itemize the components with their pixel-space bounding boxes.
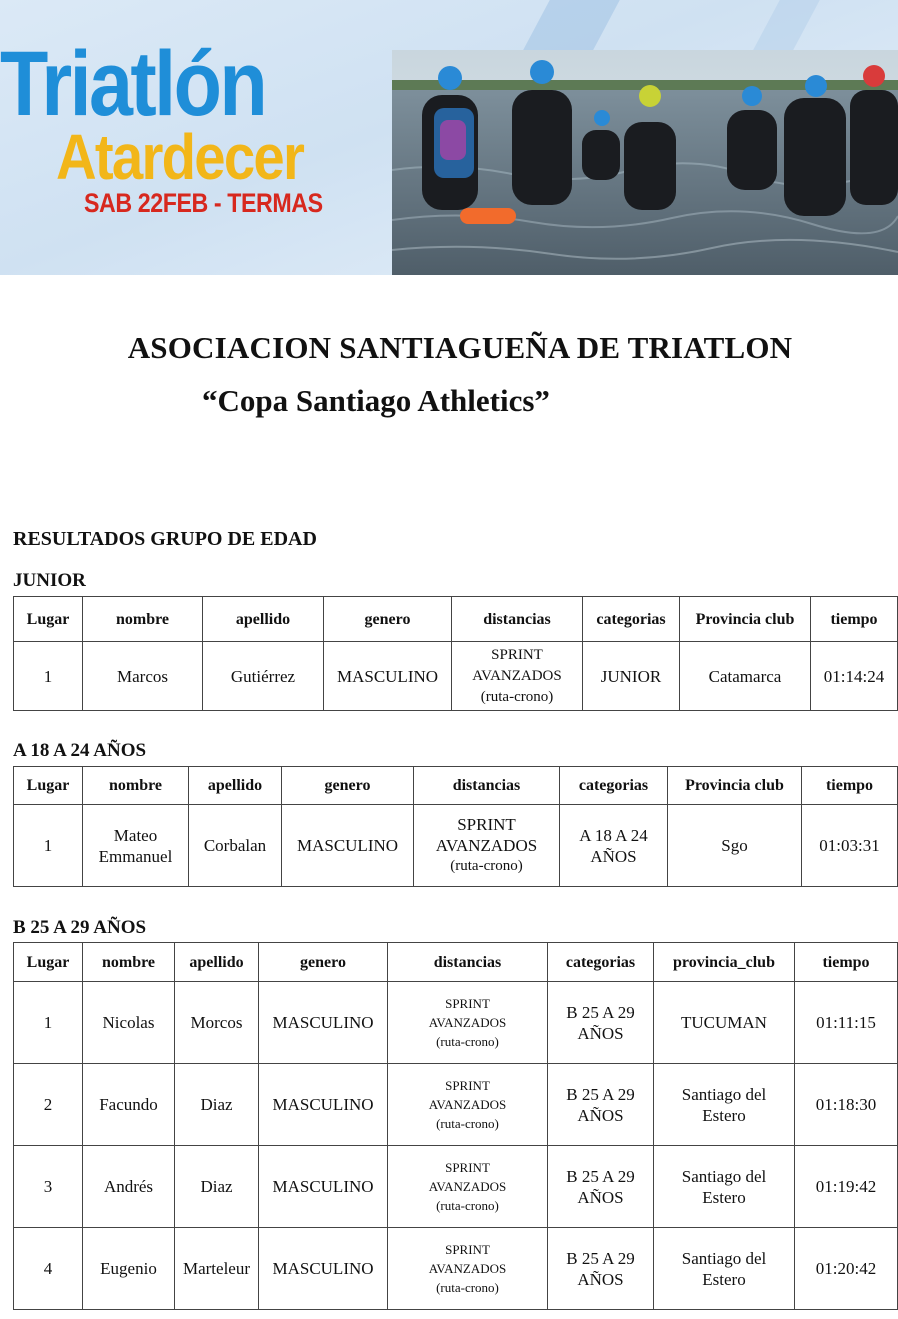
col-header-genero: genero: [259, 943, 388, 982]
col-header-nombre: nombre: [83, 597, 203, 642]
group-title-b: B 25 A 29 AÑOS: [13, 917, 147, 938]
dist-line: AVANZADOS: [428, 1015, 507, 1030]
col-header-provincia: Provincia club: [668, 767, 802, 805]
cell-provincia: [654, 1228, 795, 1310]
col-header-tiempo: tiempo: [795, 943, 898, 982]
results-table-junior: [13, 596, 898, 711]
col-header-nombre: nombre: [83, 943, 175, 982]
dist-line: AVANZADOS: [435, 836, 538, 855]
table-row: [14, 1228, 898, 1310]
cell-categoria: JUNIOR: [583, 642, 680, 711]
prov-line: Santiago del: [681, 1084, 767, 1104]
col-header-apellido: apellido: [175, 943, 259, 982]
cat-line: AÑOS: [590, 846, 637, 866]
cell-lugar: 3: [14, 1146, 83, 1228]
cell-categoria: [548, 1228, 654, 1310]
dist-line: SPRINT: [445, 996, 490, 1011]
name-line: Emmanuel: [98, 846, 173, 866]
cell-genero: MASCULINO: [259, 1228, 388, 1310]
cell-distancias: [414, 805, 560, 887]
cell-distancias: [388, 1228, 548, 1310]
col-header-tiempo: tiempo: [802, 767, 898, 805]
results-table-group-a: [13, 766, 898, 887]
dist-line: (ruta-crono): [436, 1280, 499, 1295]
col-header-categorias: categorias: [583, 597, 680, 642]
cell-nombre: Andrés: [83, 1146, 175, 1228]
cell-distancias: [452, 642, 583, 711]
cell-tiempo: 01:18:30: [795, 1064, 898, 1146]
dist-line: SPRINT: [457, 815, 516, 834]
dist-line: SPRINT: [491, 646, 543, 663]
dist-line: AVANZADOS: [428, 1097, 507, 1112]
dist-line: SPRINT: [445, 1242, 490, 1257]
cell-apellido: Gutiérrez: [203, 642, 324, 711]
cell-provincia: Sgo: [668, 805, 802, 887]
col-header-provincia: provincia_club: [654, 943, 795, 982]
cup-title: “Copa Santiago Athletics”: [202, 383, 550, 418]
cell-categoria: [548, 1146, 654, 1228]
cell-categoria: [548, 1064, 654, 1146]
cat-line: B 25 A 29: [566, 1248, 635, 1268]
dist-line: (ruta-crono): [436, 1034, 499, 1049]
cell-nombre: Marcos: [83, 642, 203, 711]
prov-line: TUCUMAN: [681, 1013, 767, 1032]
cell-genero: MASCULINO: [259, 1146, 388, 1228]
cat-line: AÑOS: [577, 1187, 624, 1207]
col-header-genero: genero: [324, 597, 452, 642]
table-row: [14, 1146, 898, 1228]
cell-distancias: [388, 1064, 548, 1146]
dist-line: SPRINT: [445, 1160, 490, 1175]
banner-date: SAB 22FEB - TERMAS: [84, 188, 323, 218]
cell-tiempo: 01:14:24: [811, 642, 898, 711]
results-heading: RESULTADOS GRUPO DE EDAD: [13, 528, 317, 550]
prov-line: Santiago del: [681, 1248, 767, 1268]
cat-line: B 25 A 29: [566, 1002, 635, 1022]
cat-line: B 25 A 29: [566, 1084, 635, 1104]
banner-title-triatlon: Triatlón: [0, 33, 266, 135]
dist-line: SPRINT: [445, 1078, 490, 1093]
cell-apellido: Diaz: [175, 1146, 259, 1228]
cell-distancias: [388, 1146, 548, 1228]
cat-line: AÑOS: [577, 1023, 624, 1043]
col-header-lugar: Lugar: [14, 943, 83, 982]
cell-categoria: [548, 982, 654, 1064]
cell-genero: MASCULINO: [324, 642, 452, 711]
dist-line: AVANZADOS: [428, 1179, 507, 1194]
prov-line: Santiago del: [681, 1166, 767, 1186]
dist-line: (ruta-crono): [450, 858, 523, 874]
cell-provincia: [654, 1146, 795, 1228]
banner-title-atardecer: Atardecer: [56, 121, 304, 193]
dist-line: (ruta-crono): [436, 1198, 499, 1213]
cell-apellido: Marteleur: [175, 1228, 259, 1310]
col-header-distancias: distancias: [414, 767, 560, 805]
col-header-tiempo: tiempo: [811, 597, 898, 642]
event-banner: [0, 0, 898, 275]
col-header-lugar: Lugar: [14, 597, 83, 642]
cat-line: B 25 A 29: [566, 1166, 635, 1186]
cell-nombre: Eugenio: [83, 1228, 175, 1310]
prov-line: Estero: [702, 1187, 746, 1207]
cell-tiempo: 01:03:31: [802, 805, 898, 887]
cell-categoria: [560, 805, 668, 887]
table-row: [14, 642, 898, 711]
group-title-junior: JUNIOR: [13, 570, 86, 591]
col-header-provincia: Provincia club: [680, 597, 811, 642]
cell-nombre: Facundo: [83, 1064, 175, 1146]
dist-line: (ruta-crono): [480, 688, 554, 705]
cell-lugar: 1: [14, 805, 83, 887]
cell-provincia: [654, 982, 795, 1064]
association-title: ASOCIACION SANTIAGUEÑA DE TRIATLON: [127, 330, 793, 365]
results-table-group-b: [13, 942, 898, 1310]
cell-nombre: Nicolas: [83, 982, 175, 1064]
swimmers-photo: [392, 50, 898, 275]
col-header-categorias: categorias: [548, 943, 654, 982]
cell-tiempo: 01:19:42: [795, 1146, 898, 1228]
table-header-row: [14, 767, 898, 805]
cell-genero: MASCULINO: [259, 982, 388, 1064]
table-header-row: [14, 943, 898, 982]
banner-title-block: [0, 33, 390, 220]
cell-lugar: 2: [14, 1064, 83, 1146]
cell-apellido: Corbalan: [189, 805, 282, 887]
col-header-genero: genero: [282, 767, 414, 805]
col-header-categorias: categorias: [560, 767, 668, 805]
cell-apellido: Diaz: [175, 1064, 259, 1146]
table-row: [14, 805, 898, 887]
table-row: [14, 1064, 898, 1146]
col-header-distancias: distancias: [388, 943, 548, 982]
cell-tiempo: 01:11:15: [795, 982, 898, 1064]
col-header-nombre: nombre: [83, 767, 189, 805]
prov-line: Estero: [702, 1105, 746, 1125]
dist-line: AVANZADOS: [428, 1261, 507, 1276]
cell-apellido: Morcos: [175, 982, 259, 1064]
col-header-apellido: apellido: [203, 597, 324, 642]
group-title-a: A 18 A 24 AÑOS: [13, 740, 147, 761]
table-row: [14, 982, 898, 1064]
cat-line: AÑOS: [577, 1105, 624, 1125]
cell-lugar: 4: [14, 1228, 83, 1310]
cell-lugar: 1: [14, 982, 83, 1064]
cell-lugar: 1: [14, 642, 83, 711]
prov-line: Estero: [702, 1269, 746, 1289]
cell-distancias: [388, 982, 548, 1064]
cat-line: A 18 A 24: [579, 825, 648, 845]
cell-genero: MASCULINO: [282, 805, 414, 887]
table-header-row: [14, 597, 898, 642]
cell-nombre: [83, 805, 189, 887]
cell-tiempo: 01:20:42: [795, 1228, 898, 1310]
name-line: Mateo: [113, 825, 158, 845]
cell-genero: MASCULINO: [259, 1064, 388, 1146]
col-header-apellido: apellido: [189, 767, 282, 805]
dist-line: AVANZADOS: [472, 667, 562, 684]
dist-line: (ruta-crono): [436, 1116, 499, 1131]
cat-line: AÑOS: [577, 1269, 624, 1289]
col-header-distancias: distancias: [452, 597, 583, 642]
col-header-lugar: Lugar: [14, 767, 83, 805]
cell-provincia: [654, 1064, 795, 1146]
cell-provincia: Catamarca: [680, 642, 811, 711]
